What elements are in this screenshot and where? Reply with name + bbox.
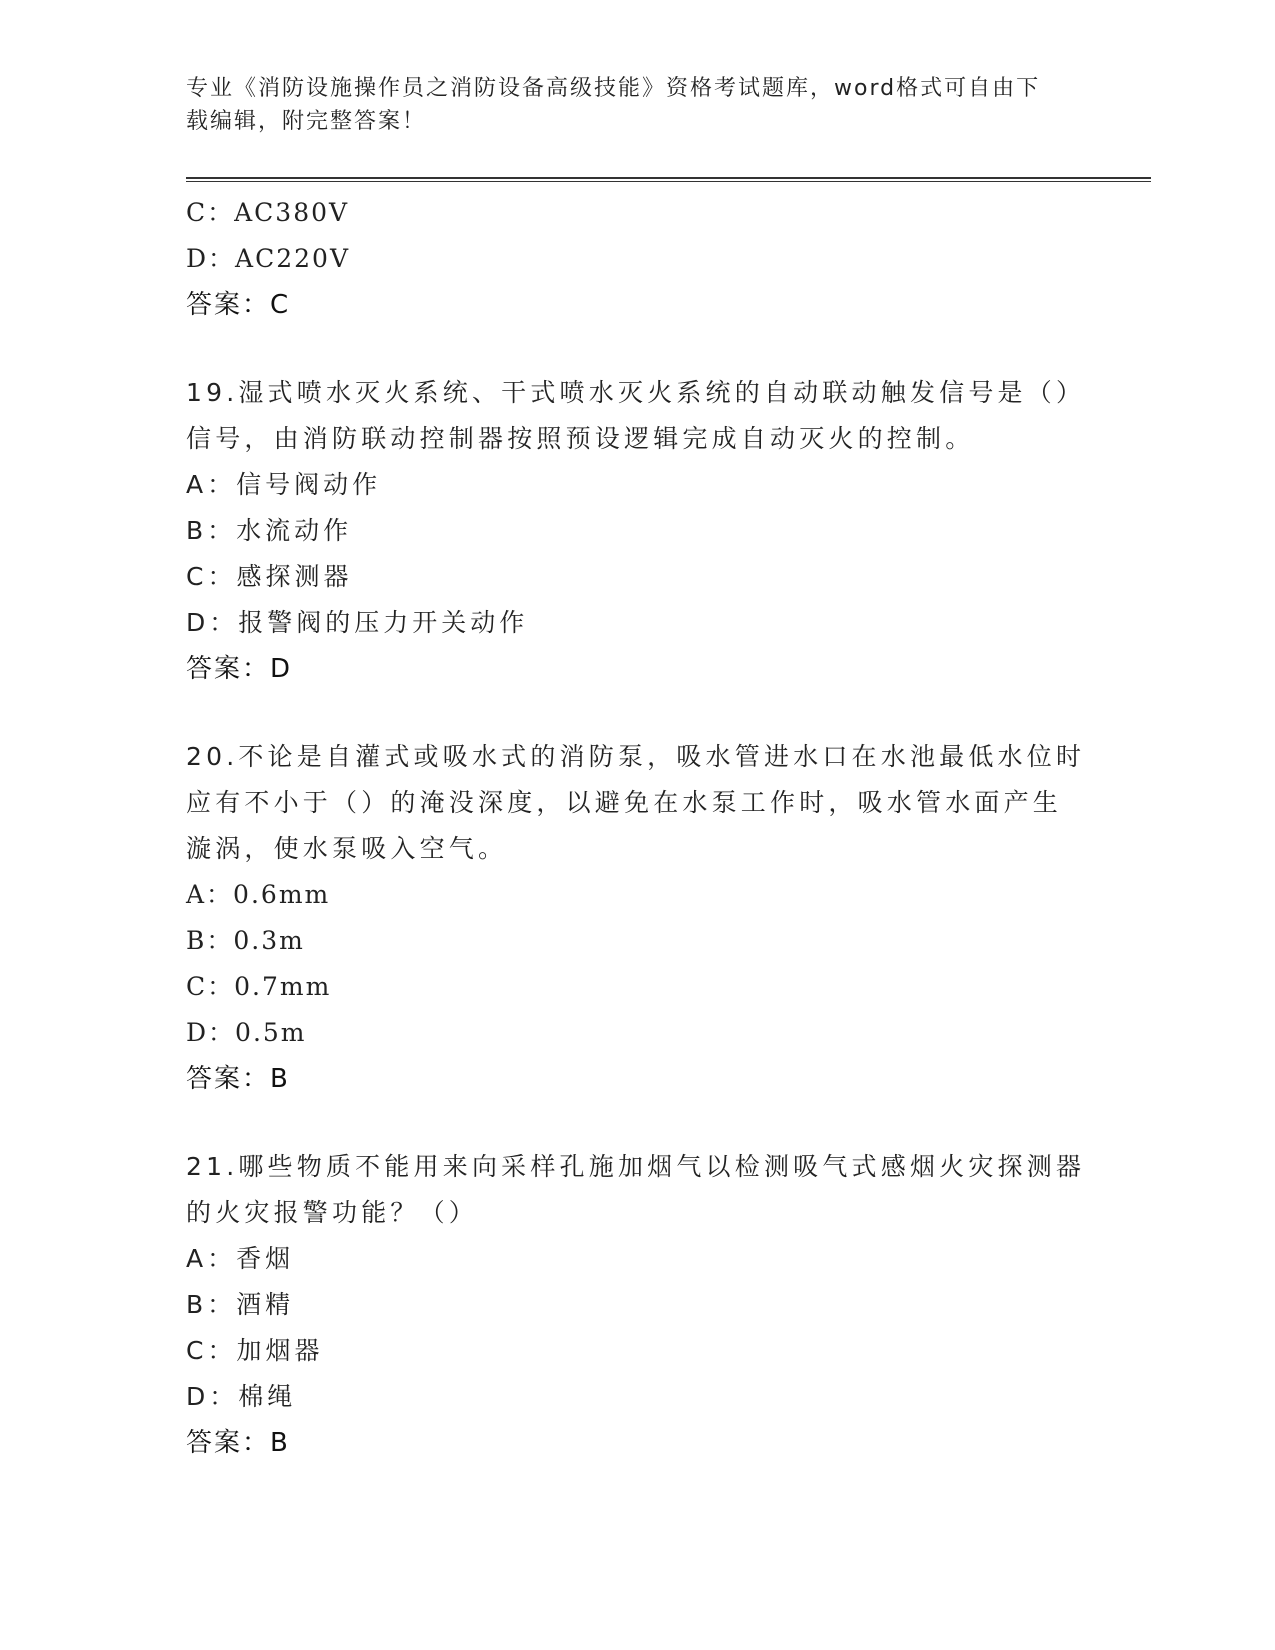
option-d: D：0.5m xyxy=(186,1018,307,1047)
option-b: B：0.3m xyxy=(186,926,305,955)
option-a: A：0.6mm xyxy=(186,880,331,909)
answer-line: 答案：D xyxy=(186,654,293,684)
option-a: A：信号阀动作 xyxy=(186,470,382,499)
question-text-line: 20.不论是自灌式或吸水式的消防泵，吸水管进水口在水池最低水位时 xyxy=(186,742,1086,771)
option-d: D：棉绳 xyxy=(186,1382,297,1411)
question-19 xyxy=(186,370,1086,692)
question-list xyxy=(186,190,1086,1466)
answer-line: 答案：C xyxy=(186,290,291,320)
option-c: C：0.7mm xyxy=(186,972,332,1001)
header-line-1: 专业《消防设施操作员之消防设备高级技能》资格考试题库，word格式可自由下 xyxy=(186,76,1041,101)
option-d: D：报警阀的压力开关动作 xyxy=(186,608,529,637)
option-b: B：酒精 xyxy=(186,1290,295,1319)
header-line-2: 载编辑，附完整答案！ xyxy=(186,109,427,134)
header-rule-thin xyxy=(186,181,1151,182)
spacer xyxy=(186,1102,1086,1144)
previous-question-tail xyxy=(186,190,1086,328)
option-c: C：AC380V xyxy=(186,198,350,227)
question-text-line: 21.哪些物质不能用来向采样孔施加烟气以检测吸气式感烟火灾探测器 xyxy=(186,1152,1086,1181)
question-text-line: 应有不小于（）的淹没深度，以避免在水泵工作时，吸水管水面产生 xyxy=(186,788,1063,817)
question-20 xyxy=(186,734,1086,1102)
header-rule-thick xyxy=(186,177,1151,179)
option-a: A：香烟 xyxy=(186,1244,295,1273)
option-b: B：水流动作 xyxy=(186,516,353,545)
answer-line: 答案：B xyxy=(186,1428,290,1458)
question-text-line: 漩涡，使水泵吸入空气。 xyxy=(186,834,508,863)
spacer xyxy=(186,692,1086,734)
question-text-line: 信号，由消防联动控制器按照预设逻辑完成自动灭火的控制。 xyxy=(186,424,975,453)
option-c: C：感探测器 xyxy=(186,562,353,591)
document-header xyxy=(186,72,1066,138)
option-c: C：加烟器 xyxy=(186,1336,324,1365)
question-21 xyxy=(186,1144,1086,1466)
question-text-line: 的火灾报警功能？（） xyxy=(186,1198,479,1227)
spacer xyxy=(186,328,1086,370)
answer-line: 答案：B xyxy=(186,1064,290,1094)
option-d: D：AC220V xyxy=(186,244,350,273)
question-text-line: 19.湿式喷水灭火系统、干式喷水灭火系统的自动联动触发信号是（） xyxy=(186,378,1086,407)
